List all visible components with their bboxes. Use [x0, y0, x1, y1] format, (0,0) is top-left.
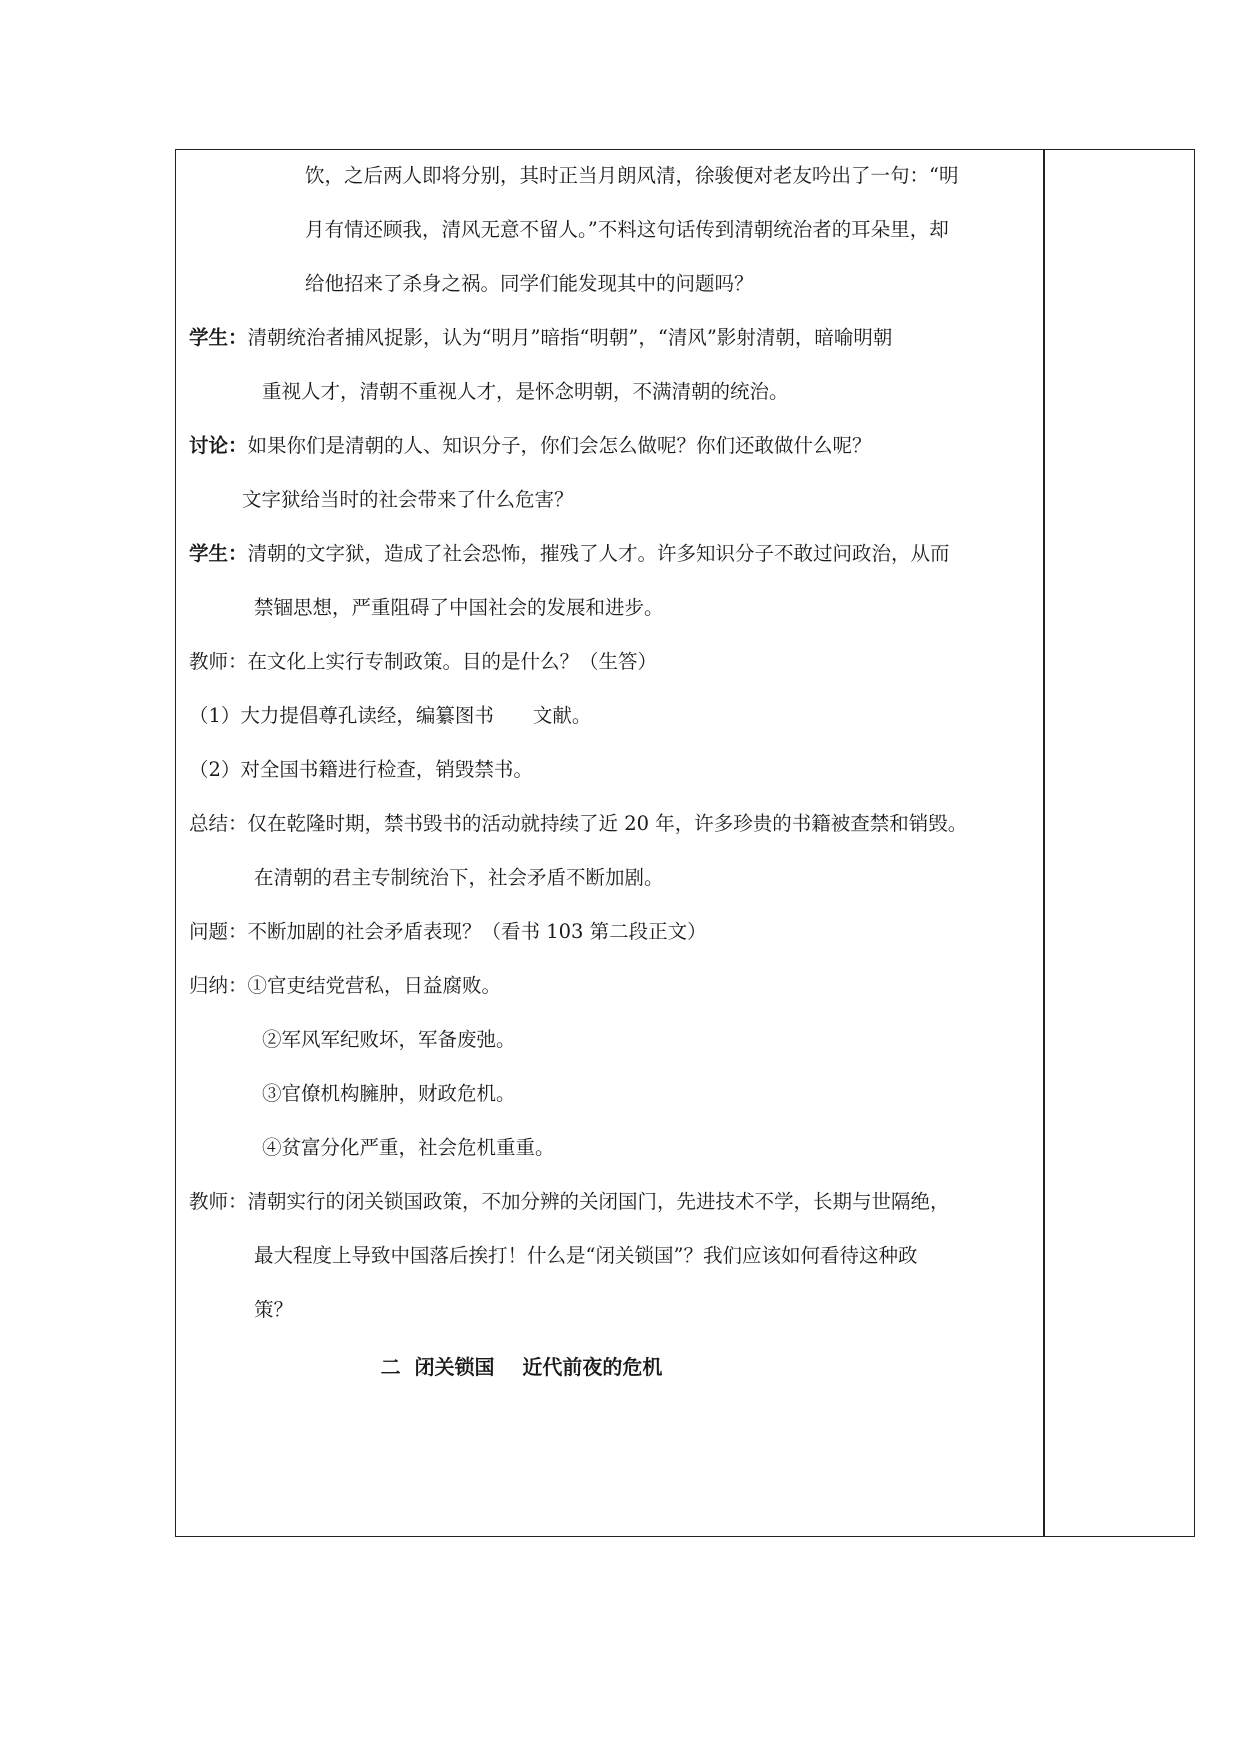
text-line: 总结：仅在乾隆时期，禁书毁书的活动就持续了近 20 年，许多珍贵的书籍被查禁和销毁。 — [189, 812, 968, 835]
speaker-label: 学生： — [189, 542, 248, 565]
text-line: 策？ — [254, 1298, 294, 1321]
text-line: ④贫富分化严重，社会危机重重。 — [262, 1136, 555, 1159]
text-line: 在清朝的君主专制统治下，社会矛盾不断加剧。 — [254, 866, 664, 889]
speaker-label: 讨论： — [189, 434, 248, 457]
text-line: 给他招来了杀身之祸。同学们能发现其中的问题吗？ — [305, 272, 754, 295]
lesson-table — [175, 149, 1195, 1537]
text-line: 禁锢思想，严重阻碍了中国社会的发展和进步。 — [254, 596, 664, 619]
text-line: 教师：在文化上实行专制政策。目的是什么？（生答） — [189, 650, 658, 673]
text-line: 重视人才，清朝不重视人才，是怀念明朝，不满清朝的统治。 — [262, 380, 789, 403]
text-line: 文字狱给当时的社会带来了什么危害？ — [242, 488, 574, 511]
text-line: ②军风军纪败坏，军备废弛。 — [262, 1028, 516, 1051]
text-line: 饮，之后两人即将分别，其时正当月朗风清，徐骏便对老友吟出了一句：“明 — [305, 164, 959, 187]
section-heading: 二 闭关锁国 近代前夜的危机 — [380, 1355, 663, 1379]
text-line: 教师：清朝实行的闭关锁国政策，不加分辨的关闭国门，先进技术不学，长期与世隔绝， — [189, 1190, 950, 1213]
text-line: ③官僚机构臃肿，财政危机。 — [262, 1082, 516, 1105]
speaker-label: 学生： — [189, 326, 248, 349]
text-line: 学生：清朝的文字狱，造成了社会恐怖，摧残了人才。许多知识分子不敢过问政治，从而 — [189, 542, 950, 565]
text-line: 月有情还顾我，清风无意不留人。”不料这句话传到清朝统治者的耳朵里，却 — [305, 218, 949, 241]
text-line: （2）对全国书籍进行检查，销毁禁书。 — [189, 758, 533, 781]
text-line: 归纳：①官吏结党营私，日益腐败。 — [189, 974, 502, 997]
table-column-divider — [1043, 149, 1045, 1537]
text-line: （1）大力提倡尊孔读经，编纂图书 文献。 — [189, 704, 592, 727]
text-line: 讨论：如果你们是清朝的人、知识分子，你们会怎么做呢？你们还敢做什么呢？ — [189, 434, 872, 457]
text-line: 学生：清朝统治者捕风捉影，认为“明月”暗指“明朝”，“清风”影射清朝，暗喻明朝 — [189, 326, 893, 349]
text-line: 最大程度上导致中国落后挨打！什么是“闭关锁国”？我们应该如何看待这种政 — [254, 1244, 918, 1267]
text-line: 问题：不断加剧的社会矛盾表现？（看书 103 第二段正文） — [189, 920, 707, 943]
